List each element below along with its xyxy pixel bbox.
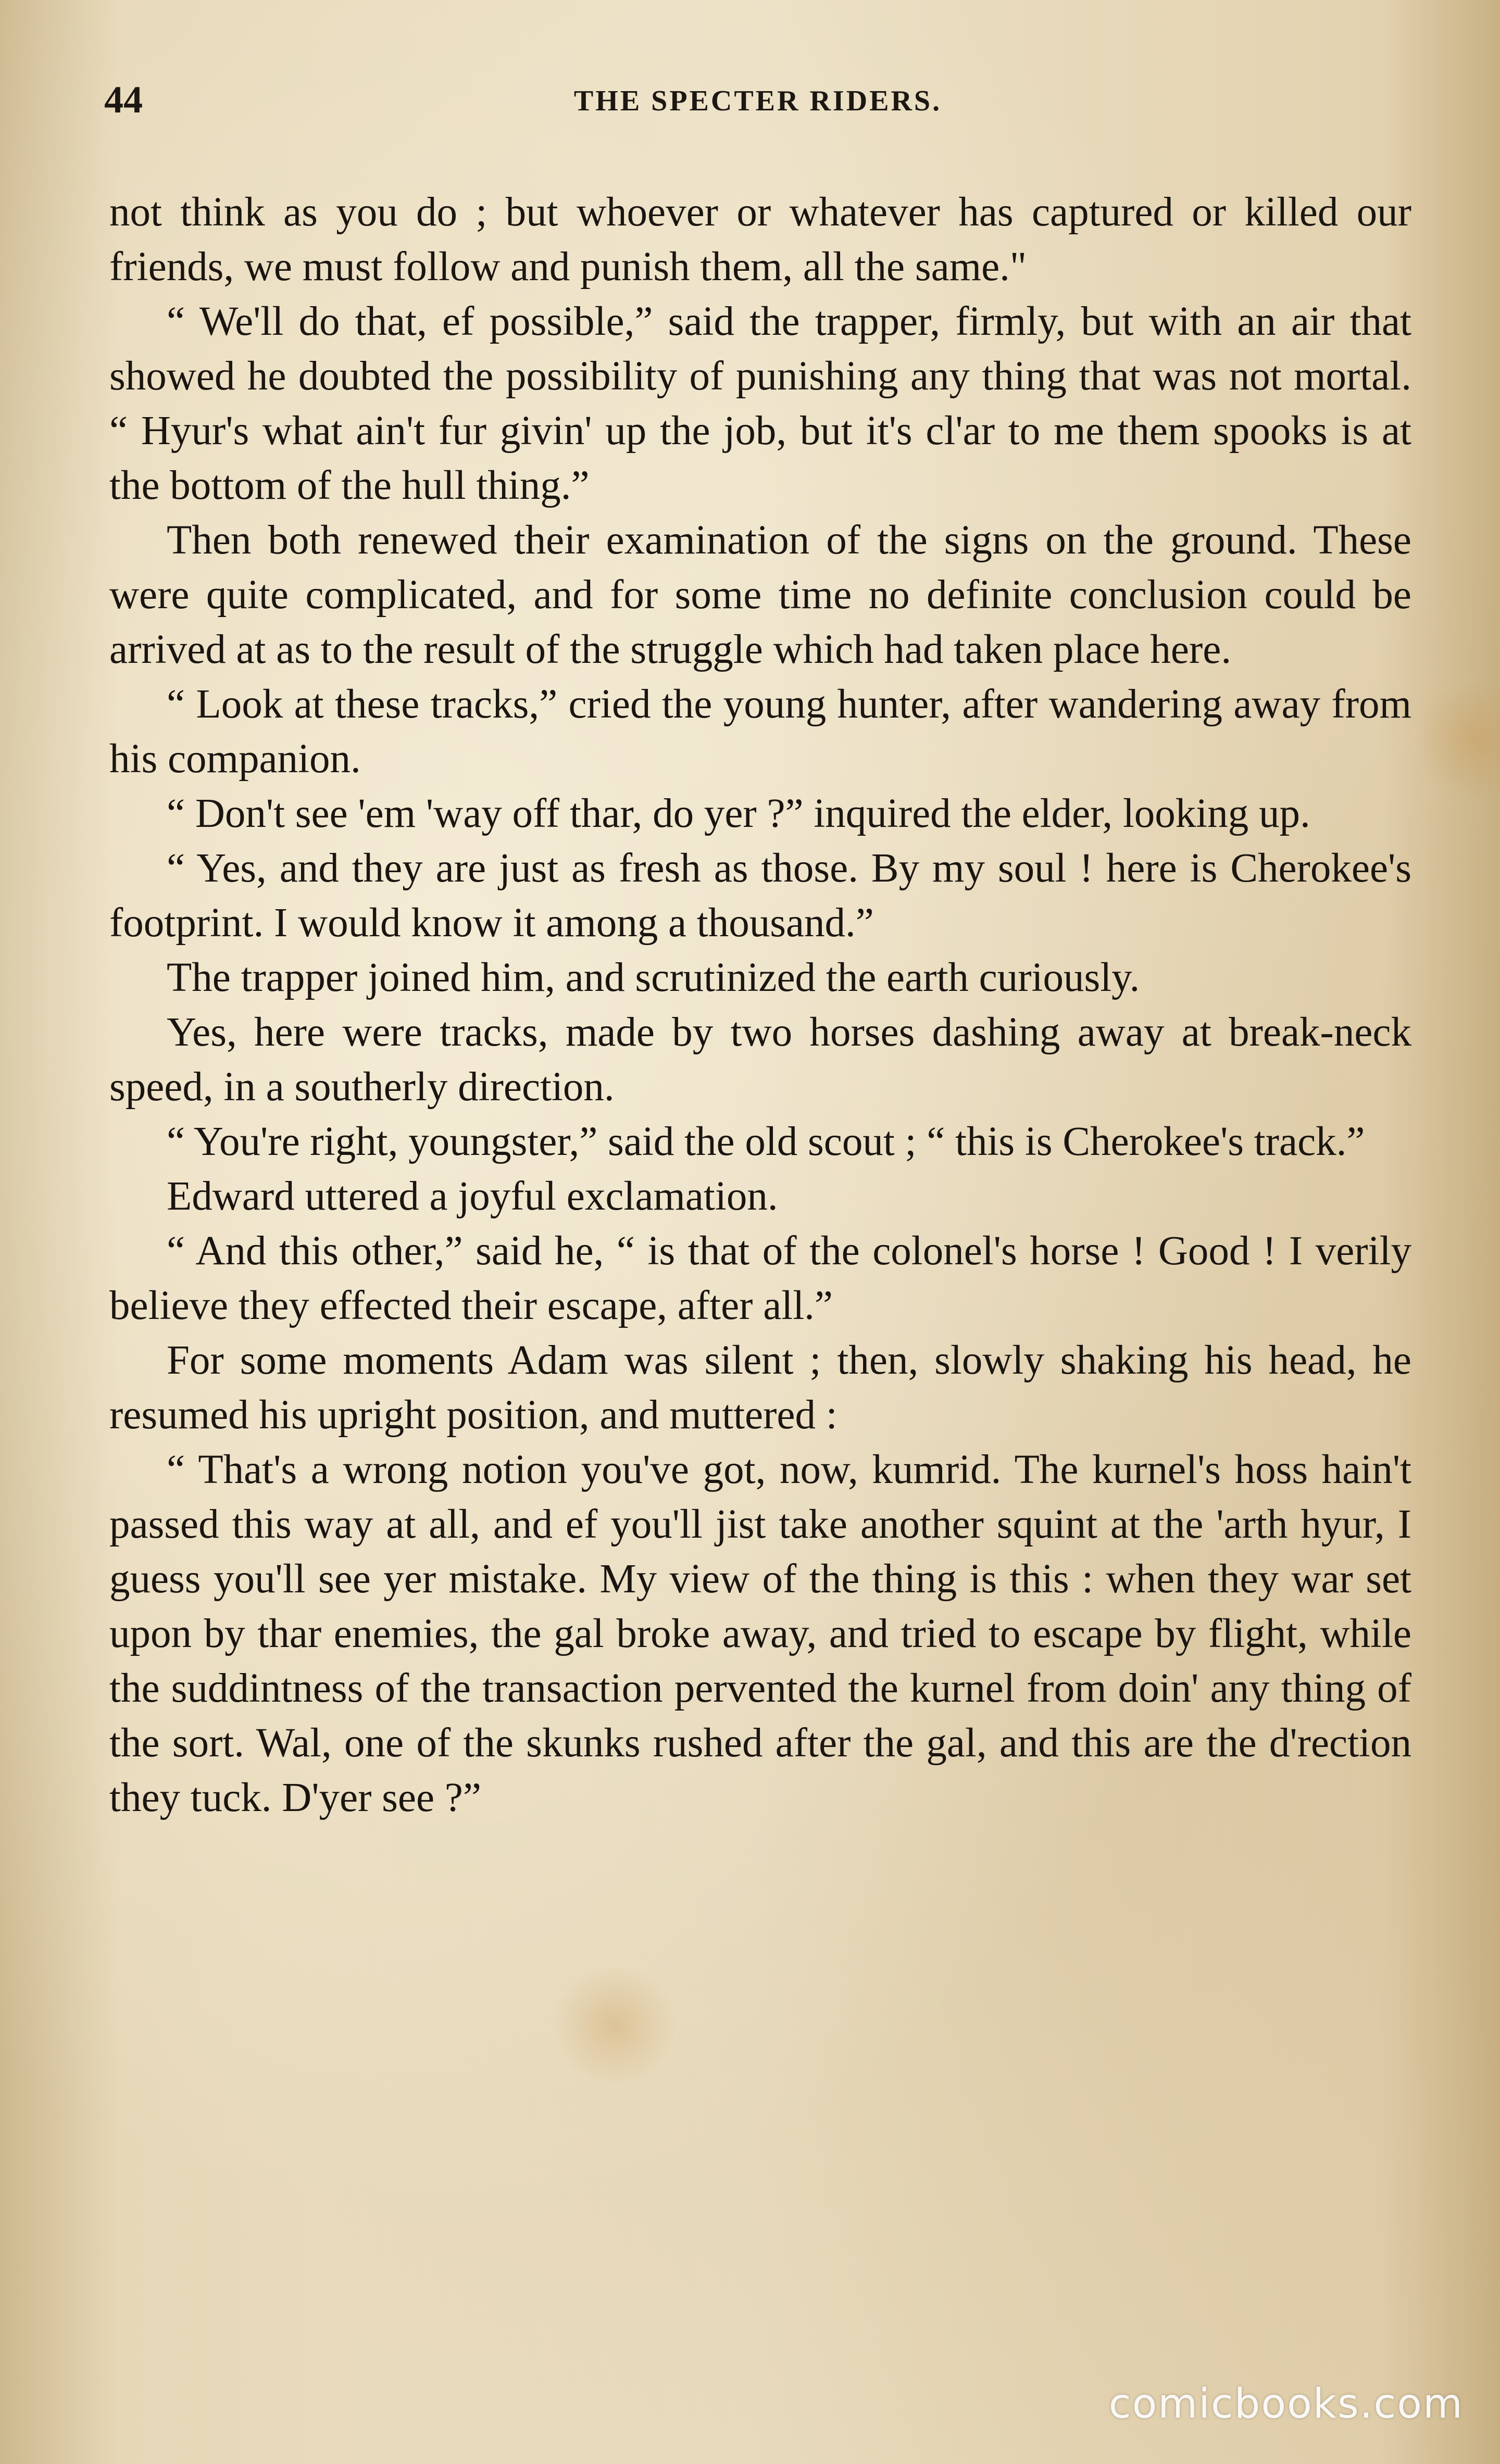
watermark: comicbooks.com <box>1108 2381 1464 2428</box>
paragraph: “ That's a wrong notion you've got, now, kumrid. The kurnel's hoss hain't passed this way at all, and ef you'll jist take another squint at the 'arth hyur, I guess you'll see yer mistake. My view of the thing is this : when they war set upon by thar enemies, the gal broke away, and tried to escape by flight, while the suddintness of the transaction pervented the kurnel from doin' any thing of the sort. Wal, one of the skunks rushed after the gal, and this are the d'rection they tuck. D'yer see ?” <box>109 1447 1411 1820</box>
paragraph: “ You're right, youngster,” said the old scout ; “ this is Cherokee's track.” <box>167 1119 1365 1164</box>
paragraph: “ Yes, and they are just as fresh as those. By my soul ! here is Cherokee's footprint. I would know it among a thousand.” <box>109 846 1411 946</box>
paragraph: “ Don't see 'em 'way off thar, do yer ?” inquired the elder, looking up. <box>167 791 1310 836</box>
page-header <box>104 78 1411 125</box>
paragraph: “ Look at these tracks,” cried the young hunter, after wandering away from his companion. <box>109 682 1411 782</box>
body-text <box>109 185 1411 1825</box>
paragraph: The trapper joined him, and scrutinized the earth curiously. <box>167 955 1140 1000</box>
running-head: THE SPECTER RIDERS. <box>573 85 942 117</box>
paragraph: “ We'll do that, ef possible,” said the trapper, firmly, but with an air that showed he doubted the possibility of punishing any thing that was not mortal. “ Hyur's what ain't fur givin' up the job, but it's cl'ar to me them spooks is at the bottom of the hull thing.” <box>109 299 1411 508</box>
paragraph: not think as you do ; but whoever or whatever has captured or killed our friends, we must follow and punish them, all the same." <box>109 190 1411 290</box>
paragraph: Then both renewed their examination of the signs on the ground. These were quite complicated, and for some time no definite conclusion could be arrived at as to the result of the struggle which had taken place here. <box>109 518 1411 672</box>
paper-stain <box>1417 677 1500 802</box>
paragraph: Edward uttered a joyful exclamation. <box>167 1174 778 1219</box>
page-number: 44 <box>104 79 143 121</box>
paragraph: For some moments Adam was silent ; then, slowly shaking his head, he resumed his upright position, and muttered : <box>109 1338 1411 1438</box>
paper-stain <box>547 1968 682 2083</box>
paragraph: Yes, here were tracks, made by two horses dashing away at break-neck speed, in a southerly direction. <box>109 1010 1411 1110</box>
paragraph: “ And this other,” said he, “ is that of the colonel's horse ! Good ! I verily believe they effected their escape, after all.” <box>109 1228 1411 1328</box>
